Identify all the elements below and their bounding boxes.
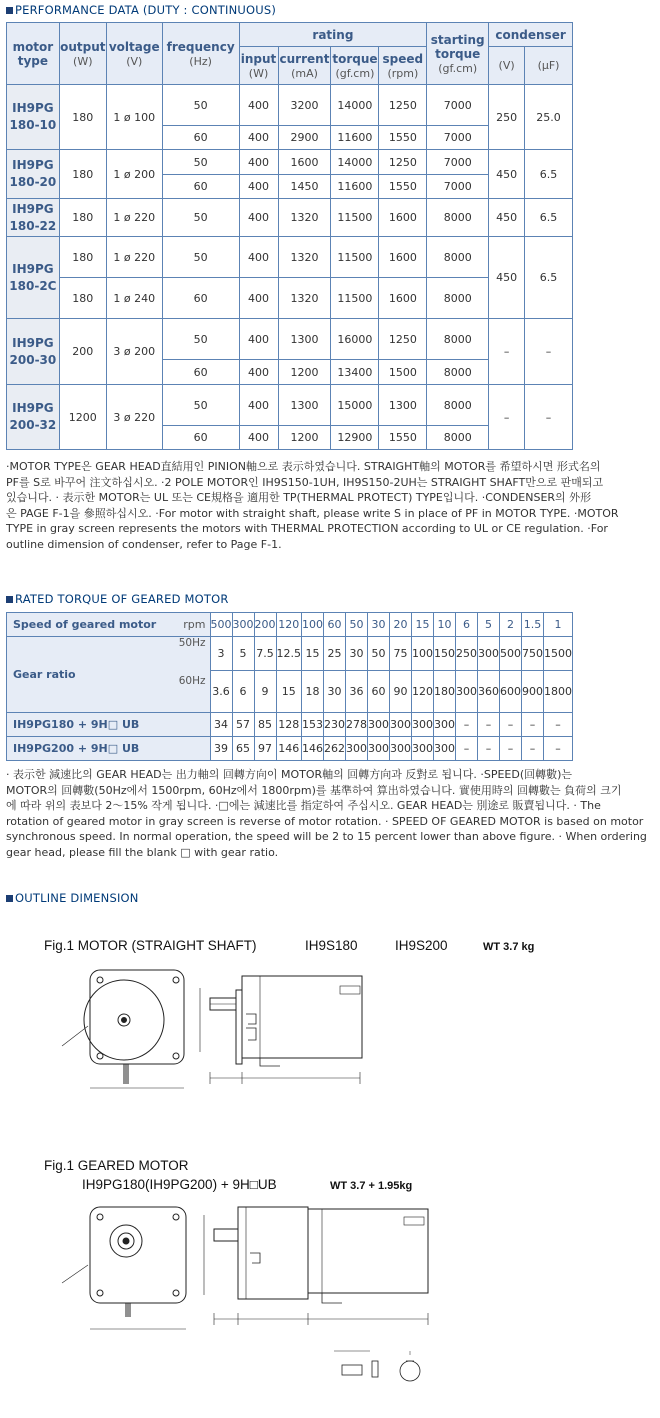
torque-cell: 12900 (331, 426, 379, 450)
note-line: · 表示한 減速比의 GEAR HEAD는 出力軸의 回轉方向이 MOTOR軸의 回轉方向과 反對로 됩니다. ·SPEED(回轉數)는 (6, 768, 573, 781)
current-cell: 1200 (278, 426, 331, 450)
model-label: IH9PG180 + 9H□ UB (7, 713, 211, 737)
speed-cell: 1550 (379, 426, 427, 450)
fig2-model: IH9PG180(IH9PG200) + 9H□UB (82, 1177, 277, 1192)
ratio-cell: 75 (390, 637, 412, 671)
motor-type-cell: IH9PG 180-2C (7, 237, 60, 319)
note-line: 에 따라 위의 表보다 2～15% 작게 됩니다. ·□에는 減速比를 指定하여 주십시오. GEAR HEAD는 別途로 販賣됩니다. · The (6, 799, 601, 813)
starting-cell: 7000 (427, 85, 489, 126)
input-header: input (W) (239, 47, 278, 85)
speed-cell: 1550 (379, 126, 427, 150)
starting-cell: 8000 (427, 319, 489, 360)
starting-cell: 7000 (427, 126, 489, 150)
table-row (7, 385, 573, 426)
torque-cell: 11500 (331, 199, 379, 237)
freq-cell: 60 (162, 360, 239, 385)
input-cell: 400 (239, 385, 278, 426)
torque-value-cell: – (478, 737, 500, 761)
current-cell: 3200 (278, 85, 331, 126)
input-cell: 400 (239, 126, 278, 150)
freq-cell: 50 (162, 85, 239, 126)
cond-uf-cell: 6.5 (525, 237, 573, 319)
ratio-cell: 500 (500, 637, 522, 671)
note-line: MOTOR의 回轉數(50Hz에서 1500rpm, 60Hz에서 1800rpm)를 基準하여 算出하였습니다. 實使用時의 回轉數는 負荷의 크기 (6, 783, 622, 797)
ratio-cell: 90 (390, 671, 412, 713)
fig1-model2: IH9S200 (395, 938, 448, 953)
current-header: current (mA) (278, 47, 331, 85)
input-cell: 400 (239, 85, 278, 126)
square-bullet-icon (6, 895, 13, 902)
cond-v-cell: 450 (489, 150, 525, 199)
cond-v-cell: – (489, 319, 525, 385)
ratio-cell: 50 (368, 637, 390, 671)
ratio-cell: 25 (324, 637, 346, 671)
table-row (7, 150, 573, 175)
freq-cell: 60 (162, 426, 239, 450)
note-line: outline dimension of condenser, refer to Page F-1. (6, 537, 282, 551)
table-row (7, 199, 573, 237)
torque-value-cell: 57 (232, 713, 254, 737)
fig2-weight: WT 3.7 + 1.95kg (330, 1180, 413, 1192)
cond-v-header: (V) (489, 47, 525, 85)
ratio-cell: 15 (276, 671, 302, 713)
gear-ratio-label: Gear ratio (7, 637, 174, 713)
ratio-cell: 1800 (544, 671, 573, 713)
speed-cell: 1600 (379, 278, 427, 319)
ratio-cell: 100 (412, 637, 434, 671)
torque-notes (6, 767, 656, 861)
torque-value-cell: 300 (368, 737, 390, 761)
cond-v-cell: 450 (489, 199, 525, 237)
torque-section-title: RATED TORQUE OF GEARED MOTOR (6, 592, 229, 606)
input-cell: 400 (239, 319, 278, 360)
current-cell: 1300 (278, 385, 331, 426)
torque-value-cell: 97 (254, 737, 276, 761)
speed-header: speed (rpm) (379, 47, 427, 85)
torque-cell: 13400 (331, 360, 379, 385)
torque-value-cell: 39 (210, 737, 232, 761)
voltage-cell: 1 ø 100 (106, 85, 162, 150)
speed-cell: 200 (254, 613, 276, 637)
voltage-cell: 1 ø 240 (106, 278, 162, 319)
table-row (7, 237, 573, 278)
input-cell: 400 (239, 150, 278, 175)
note-line: synchronous speed. In normal operation, the speed will be 2 to 15 percent lower than above figure. · When ordering (6, 830, 647, 844)
straight-motor-drawing (60, 968, 390, 1098)
torque-cell: 11600 (331, 126, 379, 150)
torque-value-cell: – (500, 713, 522, 737)
output-cell: 180 (59, 237, 106, 278)
ratio-cell: 250 (456, 637, 478, 671)
ratio-cell: 15 (302, 637, 324, 671)
motor-type-cell: IH9PG 200-30 (7, 319, 60, 385)
torque-value-cell: 146 (276, 737, 302, 761)
current-cell: 2900 (278, 126, 331, 150)
torque-cell: 11600 (331, 175, 379, 199)
current-cell: 1600 (278, 150, 331, 175)
speed-cell: 1250 (379, 85, 427, 126)
speed-cell: 120 (276, 613, 302, 637)
freq-cell: 60 (162, 278, 239, 319)
freq-cell: 50 (162, 385, 239, 426)
starting-cell: 7000 (427, 175, 489, 199)
torque-value-cell: 65 (232, 737, 254, 761)
cond-uf-cell: 6.5 (525, 150, 573, 199)
ratio-cell: 60 (368, 671, 390, 713)
motor-type-header: motor type (7, 23, 60, 85)
input-cell: 400 (239, 175, 278, 199)
ratio-cell: 6 (232, 671, 254, 713)
ratio-cell: 9 (254, 671, 276, 713)
fig1-model1: IH9S180 (305, 938, 358, 953)
input-cell: 400 (239, 237, 278, 278)
torque-value-cell: – (522, 713, 544, 737)
torque-cell: 14000 (331, 85, 379, 126)
current-cell: 1320 (278, 199, 331, 237)
torque-value-cell: 300 (390, 737, 412, 761)
output-cell: 200 (59, 319, 106, 385)
ratio-cell: 300 (456, 671, 478, 713)
ratio-cell: 5 (232, 637, 254, 671)
output-cell: 1200 (59, 385, 106, 450)
speed-cell: 1250 (379, 319, 427, 360)
torque-value-cell: 300 (346, 737, 368, 761)
fig1-caption: Fig.1 MOTOR (STRAIGHT SHAFT) (44, 938, 257, 953)
ratio-cell: 900 (522, 671, 544, 713)
cond-uf-cell: – (525, 385, 573, 450)
note-line: 있습니다. · 表示한 MOTOR는 UL 또는 CE規格을 適用한 TP(THERMAL PROTECT) TYPE입니다. ·CONDENSER의 外形 (6, 491, 592, 505)
torque-header: torque (gf.cm) (331, 47, 379, 85)
torque-value-cell: – (522, 737, 544, 761)
cond-uf-cell: 6.5 (525, 199, 573, 237)
rpm-label: rpm (173, 613, 210, 637)
torque-value-cell: – (456, 737, 478, 761)
geared-motor-drawing (60, 1195, 440, 1345)
starting-cell: 8000 (427, 199, 489, 237)
torque-value-cell: 128 (276, 713, 302, 737)
torque-value-cell: – (544, 737, 573, 761)
torque-value-cell: 278 (346, 713, 368, 737)
starting-torque-header: starting torque (gf.cm) (427, 23, 489, 85)
torque-cell: 11500 (331, 278, 379, 319)
speed-cell: 6 (456, 613, 478, 637)
torque-value-cell: 300 (412, 737, 434, 761)
starting-cell: 8000 (427, 385, 489, 426)
speed-cell: 500 (210, 613, 232, 637)
cond-v-cell: 250 (489, 85, 525, 150)
speed-cell: 100 (302, 613, 324, 637)
speed-cell: 1250 (379, 150, 427, 175)
speed-cell: 5 (478, 613, 500, 637)
speed-cell: 1550 (379, 175, 427, 199)
ratio-cell: 18 (302, 671, 324, 713)
torque-value-cell: – (500, 737, 522, 761)
speed-row (7, 613, 573, 637)
torque-value-cell: 153 (302, 713, 324, 737)
outline-section-title: OUTLINE DIMENSION (6, 891, 139, 905)
torque-cell: 14000 (331, 150, 379, 175)
square-bullet-icon (6, 596, 13, 603)
freq-cell: 50 (162, 237, 239, 278)
note-line: ·MOTOR TYPE은 GEAR HEAD直結用인 PINION軸으로 表示하였습니다. STRAIGHT軸의 MOTOR를 希望하시면 形式名의 (6, 460, 601, 473)
starting-cell: 8000 (427, 426, 489, 450)
ratio-cell: 120 (412, 671, 434, 713)
current-cell: 1300 (278, 319, 331, 360)
ratio-cell: 30 (324, 671, 346, 713)
rating-header: rating (239, 23, 427, 47)
motor-type-cell: IH9PG 200-32 (7, 385, 60, 450)
frequency-header: frequency (Hz) (162, 23, 239, 85)
freq-cell: 50 (162, 199, 239, 237)
freq-cell: 50 (162, 319, 239, 360)
torque-value-cell: 300 (434, 713, 456, 737)
ratio-cell: 150 (434, 637, 456, 671)
speed-label: Speed of geared motor (7, 613, 174, 637)
condenser-header: condenser (489, 23, 573, 47)
cond-v-cell: 450 (489, 237, 525, 319)
speed-cell: 20 (390, 613, 412, 637)
performance-table (6, 22, 573, 450)
table-row (7, 737, 573, 761)
ratio-cell: 30 (346, 637, 368, 671)
speed-cell: 10 (434, 613, 456, 637)
speed-cell: 1300 (379, 385, 427, 426)
speed-cell: 15 (412, 613, 434, 637)
square-bullet-icon (6, 7, 13, 14)
torque-value-cell: 230 (324, 713, 346, 737)
ratio-cell: 3.6 (210, 671, 232, 713)
cond-v-cell: – (489, 385, 525, 450)
hz50-label: 50Hz (173, 637, 210, 671)
fig2-caption: Fig.1 GEARED MOTOR (44, 1158, 189, 1173)
torque-value-cell: 34 (210, 713, 232, 737)
output-cell: 180 (59, 199, 106, 237)
speed-cell: 60 (324, 613, 346, 637)
speed-cell: 50 (346, 613, 368, 637)
cond-uf-header: (μF) (525, 47, 573, 85)
voltage-header: voltage (V) (106, 23, 162, 85)
perf-section-title: PERFORMANCE DATA (DUTY : CONTINUOUS) (6, 3, 276, 17)
cond-uf-cell: 25.0 (525, 85, 573, 150)
speed-cell: 1 (544, 613, 573, 637)
motor-type-cell: IH9PG 180-22 (7, 199, 60, 237)
torque-cell: 16000 (331, 319, 379, 360)
rated-torque-table (6, 612, 573, 761)
perf-notes (6, 459, 656, 553)
current-cell: 1320 (278, 278, 331, 319)
hz60-label: 60Hz (173, 671, 210, 713)
ratio-cell: 36 (346, 671, 368, 713)
ratio-cell: 180 (434, 671, 456, 713)
ratio-cell: 7.5 (254, 637, 276, 671)
current-cell: 1200 (278, 360, 331, 385)
torque-value-cell: – (544, 713, 573, 737)
starting-cell: 8000 (427, 360, 489, 385)
ratio-cell: 1500 (544, 637, 573, 671)
starting-cell: 7000 (427, 150, 489, 175)
note-line: TYPE in gray screen represents the motors with THERMAL PROTECTION according to UL or CE regulation. ·For (6, 522, 608, 536)
speed-cell: 30 (368, 613, 390, 637)
note-line: 은 PAGE F-1을 參照하십시오. ·For motor with straight shaft, please write S in place of PF in MOTOR TYPE. ·MOTOR (6, 506, 619, 520)
ratio-cell: 12.5 (276, 637, 302, 671)
voltage-cell: 3 ø 200 (106, 319, 162, 385)
voltage-cell: 1 ø 220 (106, 237, 162, 278)
table-row (7, 713, 573, 737)
voltage-cell: 3 ø 220 (106, 385, 162, 450)
freq-cell: 60 (162, 126, 239, 150)
note-line: rotation of geared motor in gray screen is reverse of motor rotation. · SPEED OF GEARED MOTOR is based on motor (6, 814, 644, 828)
torque-cell: 15000 (331, 385, 379, 426)
speed-cell: 1600 (379, 199, 427, 237)
input-cell: 400 (239, 426, 278, 450)
output-cell: 180 (59, 85, 106, 150)
torque-value-cell: 85 (254, 713, 276, 737)
perf-header-row-1 (7, 23, 573, 47)
freq-cell: 60 (162, 175, 239, 199)
output-cell: 180 (59, 150, 106, 199)
fig1-weight: WT 3.7 kg (483, 941, 535, 953)
torque-value-cell: 300 (434, 737, 456, 761)
key-size-drawing (330, 1345, 440, 1405)
motor-type-cell: IH9PG 180-20 (7, 150, 60, 199)
output-cell: 180 (59, 278, 106, 319)
speed-cell: 2 (500, 613, 522, 637)
table-row (7, 319, 573, 360)
starting-cell: 8000 (427, 278, 489, 319)
torque-value-cell: 262 (324, 737, 346, 761)
model-label: IH9PG200 + 9H□ UB (7, 737, 211, 761)
voltage-cell: 1 ø 220 (106, 199, 162, 237)
torque-value-cell: – (478, 713, 500, 737)
torque-value-cell: 146 (302, 737, 324, 761)
freq-cell: 50 (162, 150, 239, 175)
speed-cell: 1500 (379, 360, 427, 385)
input-cell: 400 (239, 278, 278, 319)
speed-cell: 1.5 (522, 613, 544, 637)
ratio-cell: 360 (478, 671, 500, 713)
torque-cell: 11500 (331, 237, 379, 278)
table-row (7, 85, 573, 126)
ratio50-row (7, 637, 573, 671)
note-line: gear head, please fill the blank □ with gear ratio. (6, 845, 279, 859)
torque-value-cell: 300 (390, 713, 412, 737)
voltage-cell: 1 ø 200 (106, 150, 162, 199)
torque-value-cell: 300 (368, 713, 390, 737)
current-cell: 1320 (278, 237, 331, 278)
motor-type-cell: IH9PG 180-10 (7, 85, 60, 150)
output-header: output (W) (59, 23, 106, 85)
ratio-cell: 600 (500, 671, 522, 713)
table-row (7, 278, 573, 319)
starting-cell: 8000 (427, 237, 489, 278)
input-cell: 400 (239, 360, 278, 385)
torque-value-cell: 300 (412, 713, 434, 737)
current-cell: 1450 (278, 175, 331, 199)
note-line: PF를 S로 바꾸어 注文하십시오. ·2 POLE MOTOR인 IH9S150-1UH, IH9S150-2UH는 STRAIGHT SHAFT만으로 판매되고 (6, 475, 604, 489)
speed-cell: 300 (232, 613, 254, 637)
ratio-cell: 750 (522, 637, 544, 671)
ratio-cell: 300 (478, 637, 500, 671)
torque-value-cell: – (456, 713, 478, 737)
speed-cell: 1600 (379, 237, 427, 278)
input-cell: 400 (239, 199, 278, 237)
ratio-cell: 3 (210, 637, 232, 671)
cond-uf-cell: – (525, 319, 573, 385)
